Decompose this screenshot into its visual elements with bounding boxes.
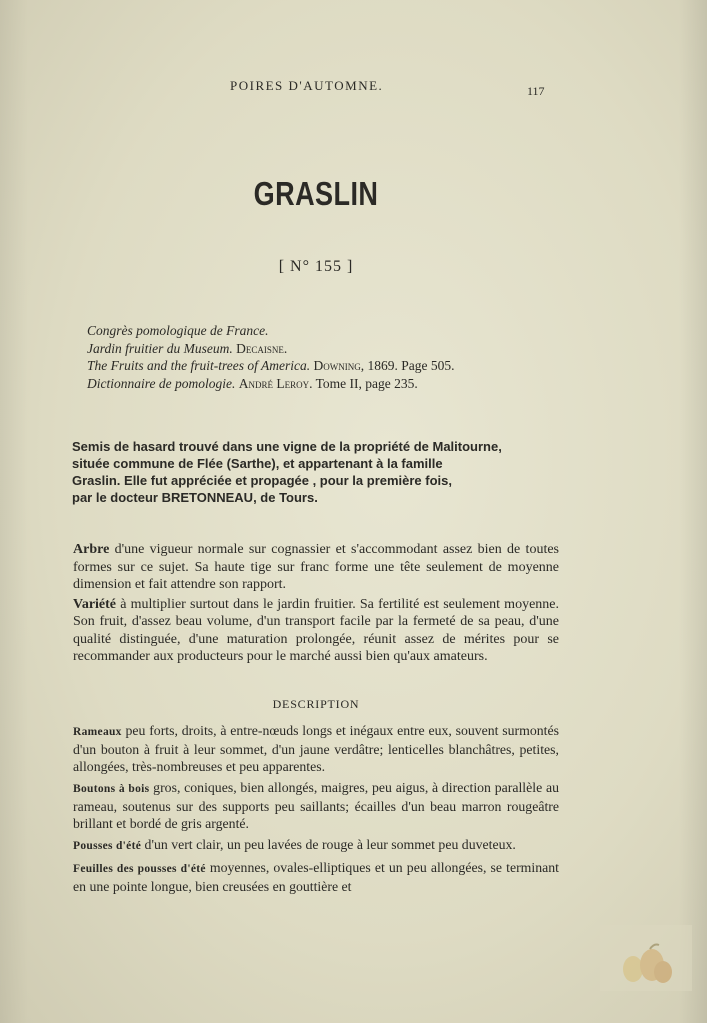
reference-line — [87, 340, 527, 358]
running-title: POIRES D'AUTOMNE. — [230, 78, 384, 93]
references — [87, 322, 527, 392]
reference-details: Tome II, page 235. — [315, 375, 418, 391]
reference-details: 1869. Page 505. — [367, 358, 455, 373]
page-header — [0, 78, 707, 98]
description-section — [73, 722, 559, 895]
paragraph-lead: Pousses d'été — [73, 840, 142, 852]
variety-number: [ N° 155 ] — [278, 258, 354, 275]
reference-line — [87, 322, 527, 340]
paragraph-text: moyennes, ovales-elliptiques et un peu allongées, se terminant en une pointe longue, bien creusées en gouttière et — [73, 860, 559, 894]
paragraph-lead: Rameaux — [73, 726, 122, 738]
variety-paragraph — [73, 596, 559, 666]
description-paragraph — [73, 779, 559, 832]
page-number: 117 — [527, 84, 545, 98]
variety-title: GRASLIN — [253, 175, 379, 212]
reference-title: Dictionnaire de pomologie. — [87, 375, 236, 391]
paragraph-lead: Arbre — [73, 542, 110, 557]
reference-author: Downing, — [313, 358, 365, 373]
description-heading: DESCRIPTION — [272, 697, 360, 711]
reference-title: The Fruits and the fruit-trees of America. — [87, 358, 311, 373]
origin-line: située commune de Flée (Sarthe), et appartenant à la famille — [72, 456, 443, 471]
tree-paragraph — [73, 541, 559, 594]
reference-line — [87, 357, 527, 375]
paragraph-text: d'un vert clair, un peu lavées de rouge à leur sommet peu duveteux. — [141, 837, 516, 852]
reference-title: Jardin fruitier du Museum. — [87, 340, 233, 356]
paragraph-lead: Boutons à bois — [73, 783, 150, 795]
paragraph-text: d'une vigueur normale sur cognassier et s'accommodant assez bien de toutes formes sur ce sujet. Sa haute tige sur franc forme une tête seulement de moyenne dimension et fait attendre son rapport. — [73, 542, 559, 592]
watermark-logo — [600, 925, 692, 991]
origin-line: Semis de hasard trouvé dans une vigne de la propriété de Malitourne, — [72, 439, 502, 454]
reference-author: André Leroy. — [238, 375, 313, 391]
description-paragraph — [73, 836, 559, 855]
origin-line: Graslin. Elle fut appréciée et propagée , pour la première fois, — [72, 473, 453, 488]
paragraph-lead: Variété — [73, 596, 117, 612]
origin-line: par le docteur BRETONNEAU, de Tours. — [72, 490, 318, 505]
paragraph-lead: Feuilles des pousses d'été — [73, 863, 206, 875]
reference-line — [87, 375, 527, 393]
paragraph-text: gros, coniques, bien allongés, maigres, peu aigus, à direction parallèle au rameau, soutenus sur des supports peu saillants; écailles d'un beau marron rougeâtre brillant et bordé de gris argenté. — [73, 780, 559, 831]
reference-author: Decaisne. — [236, 340, 288, 356]
reference-title: Congrès pomologique de France. — [87, 323, 269, 338]
description-paragraph — [73, 722, 559, 775]
paragraph-text: peu forts, droits, à entre-nœuds longs et inégaux entre eux, souvent surmontés d'un bouton à fruit à leur sommet, d'un jaune verdâtre; lenticelles blanchâtres, petites, allongées, très-nombreuses et peu apparentes. — [73, 723, 559, 774]
culture-section — [73, 541, 559, 666]
paragraph-text: à multiplier surtout dans le jardin fruitier. Sa fertilité est seulement moyenne. Son fruit, d'assez beau volume, d'un transport facile par la fermeté de sa peau, d'une qualité distinguée, d'une maturation prolongée, réunit assez de mérites pour se recommander aux producteurs pour le marché aussi bien qu'aux amateurs. — [73, 596, 559, 664]
description-paragraph — [73, 859, 559, 895]
origin-paragraph — [72, 438, 558, 506]
